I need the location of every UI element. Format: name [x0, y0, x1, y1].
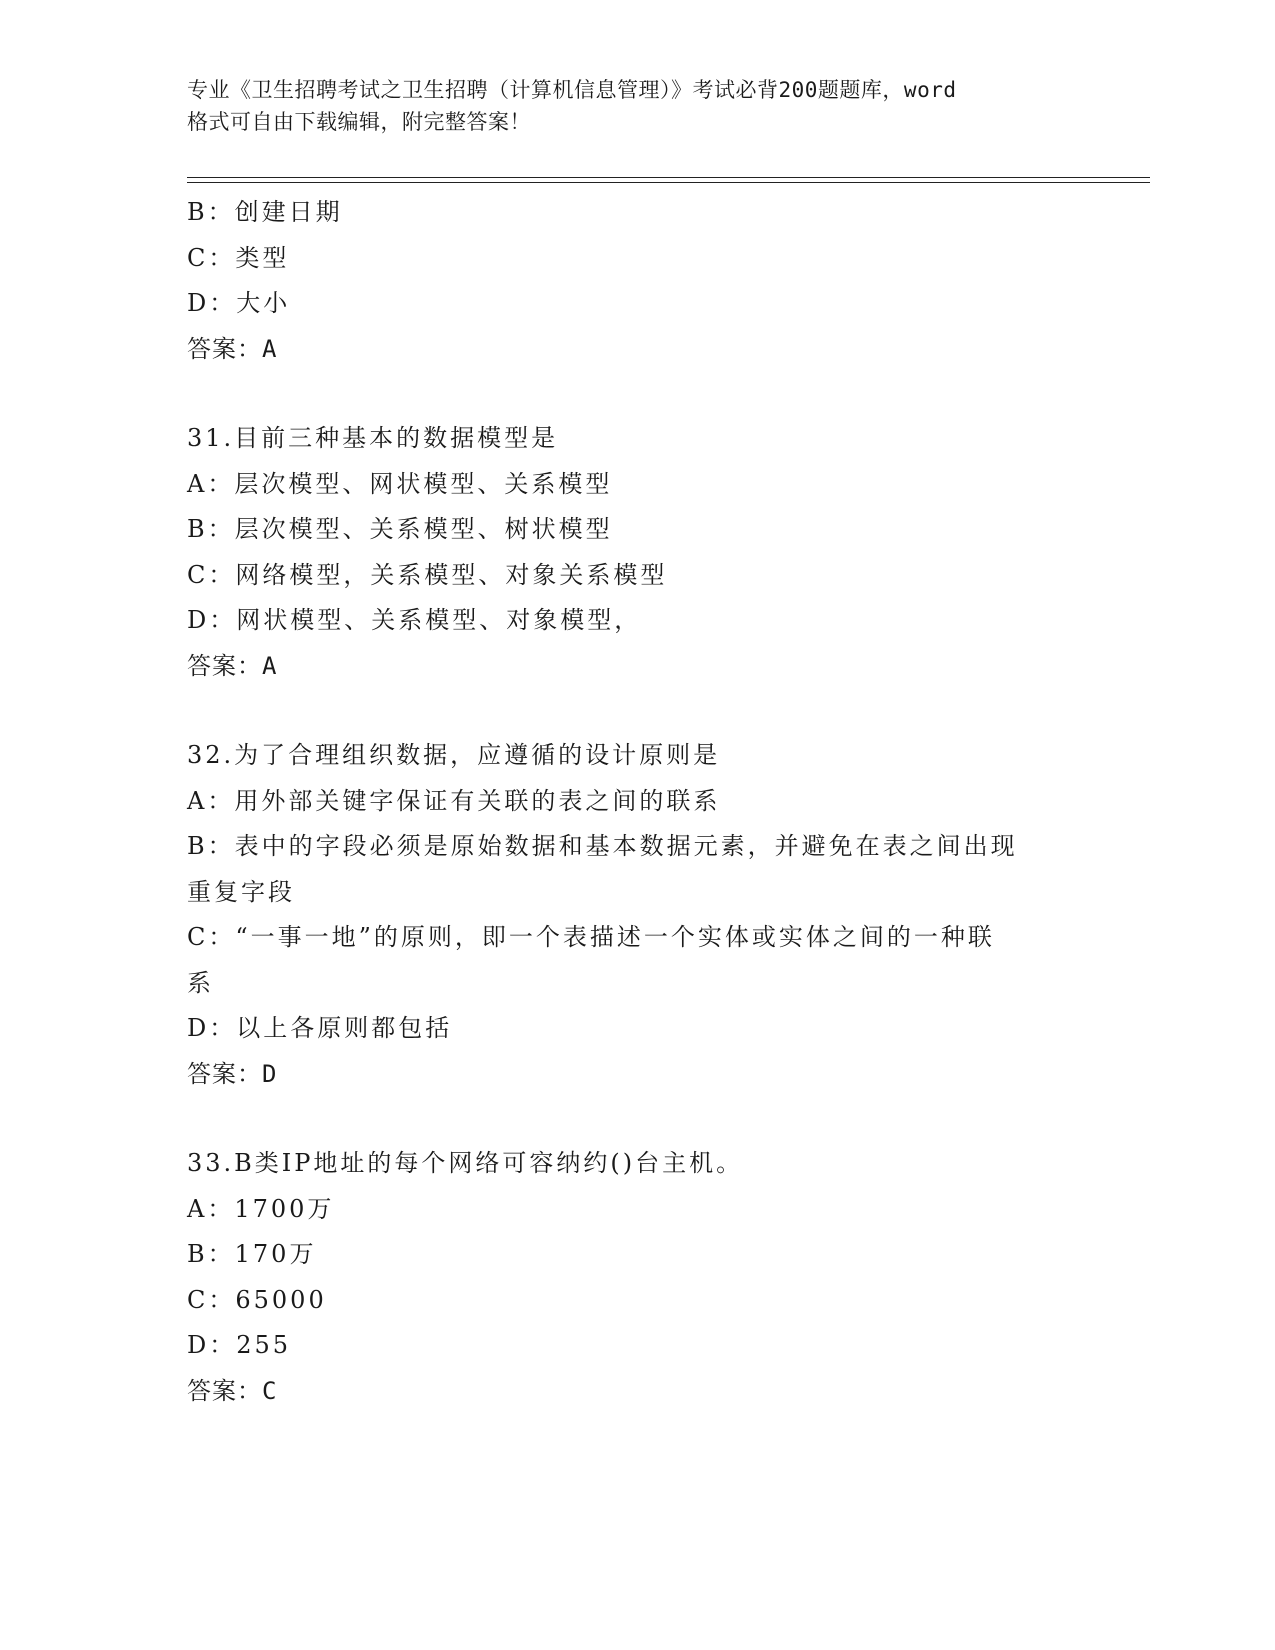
option-b: B：创建日期: [187, 198, 343, 226]
question-text: 32.为了合理组织数据，应遵循的设计原则是: [187, 741, 721, 769]
question-30-continued: [187, 190, 1087, 372]
answer: 答案：C: [187, 1376, 278, 1405]
question-text: 31.目前三种基本的数据模型是: [187, 424, 559, 452]
document-header: [187, 74, 1087, 138]
question-list: [187, 190, 1087, 1414]
option-a: A：1700万: [187, 1194, 335, 1223]
header-divider-bottom: [187, 182, 1150, 183]
header-line-2: 格式可自由下载编辑，附完整答案！: [187, 110, 531, 134]
header-line-1: 专业《卫生招聘考试之卫生招聘（计算机信息管理）》考试必背200题题库，word: [187, 78, 957, 102]
question-32: [187, 733, 1087, 1097]
answer: 答案：A: [187, 651, 278, 680]
option-c-continued: 系: [187, 968, 214, 997]
option-c: C：网络模型，关系模型、对象关系模型: [187, 560, 668, 589]
option-d: D：网状模型、关系模型、对象模型，: [187, 606, 642, 634]
question-31: [187, 416, 1087, 689]
option-d: D：以上各原则都包括: [187, 1014, 453, 1042]
answer: 答案：A: [187, 334, 278, 363]
question-text: 33.B类IP地址的每个网络可容纳约()台主机。: [187, 1149, 744, 1177]
option-c: C：65000: [187, 1285, 327, 1314]
answer: 答案：D: [187, 1059, 278, 1088]
option-d: D：255: [187, 1331, 292, 1359]
option-b: B：层次模型、关系模型、树状模型: [187, 515, 613, 543]
question-33: [187, 1141, 1087, 1414]
option-d: D：大小: [187, 289, 291, 317]
option-a: A：用外部关键字保证有关联的表之间的联系: [187, 786, 721, 815]
option-a: A：层次模型、网状模型、关系模型: [187, 469, 613, 498]
option-b: B：170万: [187, 1240, 317, 1268]
option-c: C：“一事一地”的原则，即一个表描述一个实体或实体之间的一种联: [187, 923, 995, 951]
header-divider-top: [187, 177, 1150, 178]
option-c: C：类型: [187, 243, 290, 272]
option-b: B：表中的字段必须是原始数据和基本数据元素，并避免在表之间出现: [187, 832, 1018, 860]
option-b-continued: 重复字段: [187, 877, 295, 906]
